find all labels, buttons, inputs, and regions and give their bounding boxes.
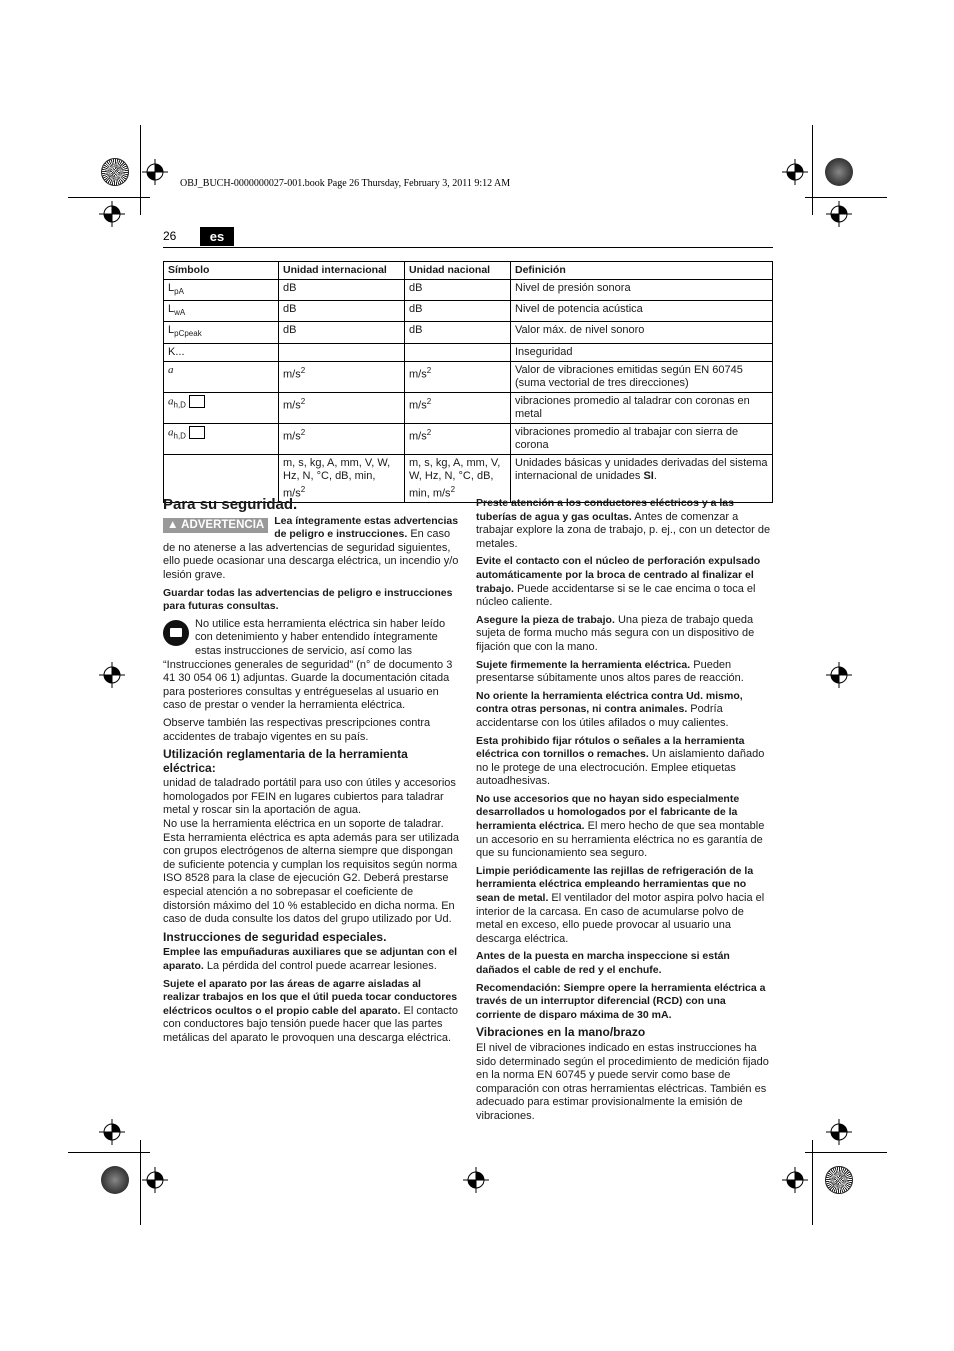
read-manual-paragraph: No utilice esta herramienta eléctrica sin haber leído con detenimiento y haber entendido íntegramente estas instrucciones de servicio, así como las “Instrucciones generales de seguridad” (n° de documento 3 41 30 054 06 1) adjuntas. Guarde la documentación citada para posteriores consultas y entrégueselas al usuario en caso de prestar o vender la herramienta eléctrica. [163,617,453,712]
intended-use-text: Esta herramienta eléctrica es apta además para ser utilizada con grupos electrógenos de alterna siempre que dispongan de suficiente potencia y cumplan los requisitos según norma ISO 8528 para la clase de ejecución G2. Deberá prestarse especial atención a no sobrepasar el coeficiente de distorsión máximo del 10 % establecido en dicha norma. En caso de duda consulte los datos del grupo utilizado por Ud. [163,831,459,926]
hole-saw-icon [189,426,205,439]
header-rule [163,247,773,248]
safety-item: Asegure la pieza de trabajo. Una pieza de trabajo queda sujeta de forma mucho más segura con un dispositivo de fijación que con la mano. [476,613,755,653]
table-header: Símbolo [164,262,279,280]
page-number: 26 [163,229,177,243]
warning-badge: ▲ ADVERTENCIA [163,518,268,534]
table-row: $a_{h,D}$ $m/s^2$ $m/s^2$ vibraciones promedio al taladrar con coronas en metal [164,392,773,423]
vibration-text: El nivel de vibraciones indicado en estas instrucciones ha sido determinado según el procedimiento de medición fijado en la norma EN 60745 y puede servir como base de comparación con otras herramientas eléctricas. También es adecuado para estimar provisionalmente la emisión de vibraciones. [476,1041,769,1122]
core-drill-icon [189,395,205,408]
intended-use-text: unidad de taladrado portátil para uso con útiles y accesorios homologados por FEIN en lugares cubiertos para taladrar metal y roscar sin la aportación de agua. [163,777,456,817]
table-row: K... Inseguridad [164,343,773,361]
print-header: OBJ_BUCH-0000000027-001.book Page 26 Thursday, February 3, 2011 9:12 AM [180,178,511,189]
table-header: Definición [511,262,773,280]
color-rosette [101,158,129,186]
color-rosette [101,1166,129,1194]
table-row: $L_{pCpeak}$ dB dB Valor máx. de nivel sonoro [164,322,773,343]
safety-item: Limpie periódicamente las rejillas de refrigeración de la herramienta eléctrica empleando herramientas que no sean de metal. El ventilador del motor aspira polvo hacia el interior de la carcasa. En caso de acumularse polvo de metal en exceso, ello puede provocar al usuario una descarga eléctrica. [476,864,765,945]
safety-item: No oriente la herramienta eléctrica contra Ud. mismo, contra otras personas, ni contra animales. Podría accidentarse con los útiles afilados o muy calientes. [476,689,743,729]
safety-item: Esta prohibido fijar rótulos o señales a la herramienta eléctrica con tornillos o remaches. Un aislamiento dañado no le protege de una electrocución. Emplee etiquetas autoadhesivas. [476,734,765,788]
keep-instructions: Guardar todas las advertencias de peligro e instrucciones para futuras consultas. [163,586,453,613]
table-row: $L_{wA}$ dB dB Nivel de potencia acústica [164,301,773,322]
safety-item: Antes de la puesta en marcha inspeccione si están dañados el cable de red y el enchufe. [476,950,730,976]
color-rosette [825,158,853,186]
table-row: $a_{h,D}$ $m/s^2$ $m/s^2$ vibraciones promedio al trabajar con sierra de corona [164,423,773,454]
units-table [163,261,773,503]
intended-use-text: No use la herramienta eléctrica en un soporte de taladrar. [163,818,444,831]
table-row: a $m/s^2$ $m/s^2$ Valor de vibraciones emitidas según EN 60745 (suma vectorial de tres direcciones) [164,361,773,392]
observe-paragraph: Observe también las respectivas prescripciones contra accidentes de trabajo vigentes en su país. [163,716,431,743]
safety-item: Recomendación: Siempre opere la herramienta eléctrica a través de un interruptor diferencial (RCD) con una corriente de disparo máxima de 30 mA. [476,981,766,1021]
table-header: Unidad nacional [405,262,511,280]
safety-item: No use accesorios que no hayan sido especialmente desarrollados u homologados por el fabricante de la herramienta eléctrica. El mero hecho de que sea montable un accesorio en su herramienta eléctrica no es garantía de que su funcionamiento sea seguro. [476,792,765,860]
safety-item: Sujete firmemente la herramienta eléctrica. Pueden presentarse súbitamente unos altos pares de reacción. [476,658,744,685]
safety-item: Sujete el aparato por las áreas de agarre aisladas al realizar trabajos en los que el útil pueda tocar conductores eléctricos ocultos o el propio cable del aparato. El contacto con conductores bajo tensión puede hacer que las partes metálicas del aparato le provoquen una descarga eléctrica. [163,977,458,1044]
safety-item: Evite el contacto con el núcleo de perforación expulsado automáticamente por la broca de centrado al finalizar el trabajo. Puede accidentarse si se le cae encima o toca el núcleo caliente. [476,555,761,609]
table-row: $L_{pA}$ dB dB Nivel de presión sonora [164,280,773,301]
warning-paragraph: ▲ ADVERTENCIA Lea íntegramente estas advertencias de peligro e instrucciones. En caso de no atenerse a las advertencias de seguridad siguientes, ello puede ocasionar una descarga eléctrica, un incendio y/o lesión grave. [163,514,459,581]
intended-use-title: Utilización reglamentaria de la herramienta eléctrica: [163,747,408,775]
table-header: Unidad internacional [279,262,405,280]
vibration-title: Vibraciones en la mano/brazo [476,1025,646,1040]
color-rosette [825,1166,853,1194]
read-manual-icon [163,620,189,646]
left-column [163,498,459,1050]
special-instructions-title: Instrucciones de seguridad especiales. [163,929,387,944]
table-row: m, s, kg, A, mm, V, W, Hz, N, °C, dB, min, $m/s^2$ m, s, kg, A, mm, V, W, Hz, N, °C, dB, min, $m/s^2$ Unidades básicas y unidades derivadas del sistema internacional de unidades SI. [164,454,773,503]
right-column [476,497,772,1128]
table-header-row [164,262,773,280]
safety-item: Preste atención a los conductores eléctricos y a las tuberías de agua y gas ocultas. Antes de comenzar a trabajar explore la zona de trabajo, p. ej., con un detector de metales. [476,497,771,550]
safety-item: Emplee las empuñaduras auxiliares que se adjuntan con el aparato. La pérdida del control puede acarrear lesiones. [163,946,458,972]
section-title: Para su seguridad. [163,496,298,513]
language-tag: es [200,227,234,246]
